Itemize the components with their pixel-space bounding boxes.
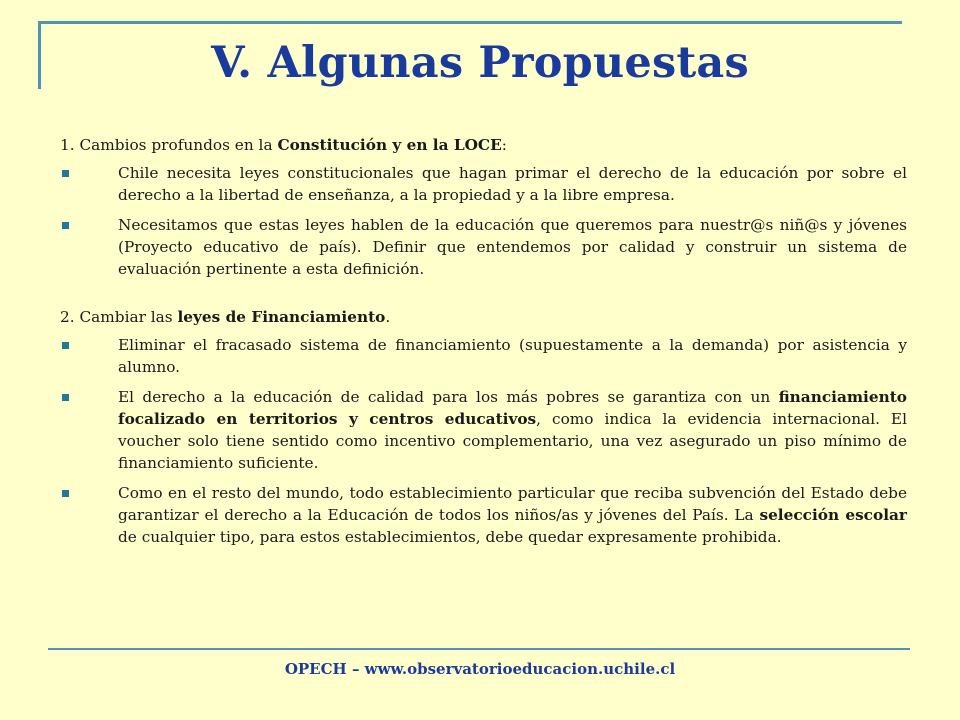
section-1-heading: 1. Cambios profundos en la Constitución y en la LOCE: (60, 136, 507, 154)
list-item: Eliminar el fracasado sistema de financiamiento (supuestamente a la demanda) por asistencia y alumno. (60, 334, 907, 378)
list-item: El derecho a la educación de calidad para los más pobres se garantiza con un financiamiento focalizado en territorios y centros educativos, como indica la evidencia internacional. El voucher solo tiene sentido como incentivo complementario, una vez asegurado un piso mínimo de financiamiento suficiente. (60, 386, 907, 474)
slide-content (60, 134, 907, 556)
section-2-heading: 2. Cambiar las leyes de Financiamiento. (60, 308, 391, 326)
bullet-square-icon (62, 222, 69, 229)
list-item: Necesitamos que estas leyes hablen de la educación que queremos para nuestr@s niñ@s y jóvenes (Proyecto educativo de país). Definir que entendemos por calidad y construir un sistema de evaluación pertinente a esta definición. (60, 214, 907, 280)
footer-text: OPECH – www.observatorioeducacion.uchile.cl (284, 660, 676, 678)
bullet-square-icon (62, 342, 69, 349)
frame-top-line (40, 21, 902, 24)
list-item: Como en el resto del mundo, todo establecimiento particular que reciba subvención del Estado debe garantizar el derecho a la Educación de todos los niños/as y jóvenes del País. La selección escolar de cualquier tipo, para estos establecimientos, debe quedar expresamente prohibida. (60, 482, 907, 548)
footer-divider (48, 648, 910, 650)
slide-title: V. Algunas Propuestas (211, 38, 749, 88)
list-item: Chile necesita leyes constitucionales que hagan primar el derecho de la educación por sobre el derecho a la libertad de enseñanza, a la propiedad y a la libre empresa. (60, 162, 907, 206)
bullet-square-icon (62, 490, 69, 497)
bullet-square-icon (62, 394, 69, 401)
bullet-square-icon (62, 170, 69, 177)
section-1-list (60, 162, 907, 280)
section-2-list (60, 334, 907, 548)
